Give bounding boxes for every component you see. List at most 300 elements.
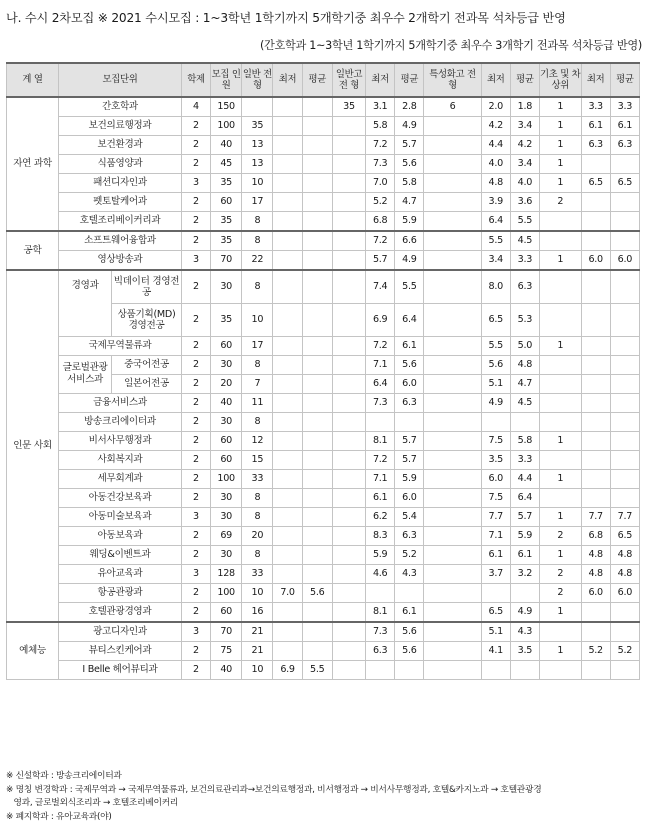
cell-min1 xyxy=(273,375,302,394)
cell-avg4 xyxy=(610,356,639,375)
cell-gh xyxy=(332,117,365,136)
cell-g: 10 xyxy=(242,584,273,603)
page-subtitle: (간호학과 1~3학년 1학기까지 5개학기중 최우수 3개학기 전과목 석차등급 반영) xyxy=(259,39,642,52)
cell-avg3: 1.8 xyxy=(510,97,539,117)
table-row xyxy=(7,584,640,603)
cell-avg1 xyxy=(302,231,332,251)
cell-avg3: 6.4 xyxy=(510,489,539,508)
cell-avg3: 6.3 xyxy=(510,270,539,304)
cell-q: 40 xyxy=(211,394,242,413)
cell-sp xyxy=(424,193,481,212)
cell-min2: 7.3 xyxy=(366,622,395,642)
cell-sp xyxy=(424,136,481,155)
cell-min1 xyxy=(273,527,302,546)
cell-avg3: 4.2 xyxy=(510,136,539,155)
cell-g: 8 xyxy=(242,508,273,527)
table-row xyxy=(7,174,640,193)
cell-min3: 8.0 xyxy=(481,270,510,304)
cell-q: 40 xyxy=(211,136,242,155)
cell-b xyxy=(539,212,581,232)
cell-avg3: 3.3 xyxy=(510,451,539,470)
cell-min3 xyxy=(481,413,510,432)
cell-g: 10 xyxy=(242,661,273,680)
cell-avg4 xyxy=(610,661,639,680)
cell-q: 128 xyxy=(211,565,242,584)
cell-avg2: 6.0 xyxy=(395,489,424,508)
cell-avg4: 6.0 xyxy=(610,251,639,271)
cell-q: 35 xyxy=(211,212,242,232)
cell-gh xyxy=(332,432,365,451)
cell-avg1 xyxy=(302,546,332,565)
cell-g: 20 xyxy=(242,527,273,546)
cell-avg1: 5.6 xyxy=(302,584,332,603)
cell-min4 xyxy=(581,603,610,623)
header-min4: 최저 xyxy=(581,63,610,97)
table-row xyxy=(7,155,640,174)
cell-b: 2 xyxy=(539,527,581,546)
cell-min1 xyxy=(273,622,302,642)
cell-avg2: 6.3 xyxy=(395,394,424,413)
cell-min3: 3.4 xyxy=(481,251,510,271)
cell-gh xyxy=(332,375,365,394)
field-arts: 예체능 xyxy=(7,622,59,680)
cell-sp xyxy=(424,155,481,174)
admission-table xyxy=(6,62,640,680)
table-row xyxy=(7,603,640,623)
cell-avg2 xyxy=(395,661,424,680)
cell-sp xyxy=(424,642,481,661)
cell-g: 10 xyxy=(242,304,273,337)
table-row xyxy=(7,642,640,661)
cell-min3: 6.5 xyxy=(481,603,510,623)
cell-min4 xyxy=(581,489,610,508)
header-avg3: 평균 xyxy=(510,63,539,97)
cell-min2: 6.8 xyxy=(366,212,395,232)
cell-avg2: 5.9 xyxy=(395,470,424,489)
cell-g: 22 xyxy=(242,251,273,271)
cell-q: 30 xyxy=(211,489,242,508)
cell-avg4: 7.7 xyxy=(610,508,639,527)
cell-y: 2 xyxy=(181,489,210,508)
cell-b: 1 xyxy=(539,251,581,271)
cell-gh xyxy=(332,470,365,489)
cell-min3: 5.1 xyxy=(481,375,510,394)
cell-avg3: 3.6 xyxy=(510,193,539,212)
cell-q: 35 xyxy=(211,174,242,193)
cell-avg3: 3.4 xyxy=(510,155,539,174)
cell-y: 2 xyxy=(181,270,210,304)
cell-min2: 4.6 xyxy=(366,565,395,584)
unit-name: I Belle 헤어뷰티과 xyxy=(59,661,182,680)
cell-avg3: 3.3 xyxy=(510,251,539,271)
cell-sp xyxy=(424,603,481,623)
cell-min4: 5.2 xyxy=(581,642,610,661)
cell-avg1 xyxy=(302,270,332,304)
unit-name: 사회복지과 xyxy=(59,451,182,470)
cell-q: 30 xyxy=(211,546,242,565)
cell-y: 2 xyxy=(181,527,210,546)
cell-avg1 xyxy=(302,97,332,117)
unit-name: 호텔관광경영과 xyxy=(59,603,182,623)
cell-gh xyxy=(332,661,365,680)
unit-name: 금융서비스과 xyxy=(59,394,182,413)
field-natural: 자연 과학 xyxy=(7,97,59,231)
unit-name: 보건의료행정과 xyxy=(59,117,182,136)
cell-avg1 xyxy=(302,642,332,661)
cell-avg2: 5.6 xyxy=(395,642,424,661)
cell-b: 1 xyxy=(539,174,581,193)
cell-y: 2 xyxy=(181,413,210,432)
cell-min3: 2.0 xyxy=(481,97,510,117)
cell-avg4: 5.2 xyxy=(610,642,639,661)
cell-q: 20 xyxy=(211,375,242,394)
cell-avg1 xyxy=(302,155,332,174)
cell-avg1 xyxy=(302,356,332,375)
cell-min4 xyxy=(581,413,610,432)
cell-q: 69 xyxy=(211,527,242,546)
cell-gh xyxy=(332,508,365,527)
cell-sp xyxy=(424,527,481,546)
unit-name: 비서사무행정과 xyxy=(59,432,182,451)
cell-gh xyxy=(332,155,365,174)
table-row xyxy=(7,136,640,155)
cell-avg3: 4.5 xyxy=(510,394,539,413)
cell-min4: 4.8 xyxy=(581,546,610,565)
cell-avg4 xyxy=(610,212,639,232)
cell-y: 2 xyxy=(181,470,210,489)
cell-gh xyxy=(332,270,365,304)
cell-sp xyxy=(424,304,481,337)
cell-sp xyxy=(424,565,481,584)
cell-g: 13 xyxy=(242,136,273,155)
header-min3: 최저 xyxy=(481,63,510,97)
cell-gh xyxy=(332,212,365,232)
cell-min4 xyxy=(581,432,610,451)
cell-sp xyxy=(424,231,481,251)
cell-sp xyxy=(424,432,481,451)
cell-gh: 35 xyxy=(332,97,365,117)
cell-avg3: 3.4 xyxy=(510,117,539,136)
cell-min2: 5.8 xyxy=(366,117,395,136)
cell-g: 8 xyxy=(242,546,273,565)
cell-min4 xyxy=(581,470,610,489)
cell-min1 xyxy=(273,489,302,508)
cell-min4 xyxy=(581,337,610,356)
cell-q: 60 xyxy=(211,451,242,470)
cell-min2: 5.7 xyxy=(366,251,395,271)
cell-gh xyxy=(332,451,365,470)
unit-name: 패션디자인과 xyxy=(59,174,182,193)
cell-q: 30 xyxy=(211,270,242,304)
unit-name: 아동미술보육과 xyxy=(59,508,182,527)
cell-b: 2 xyxy=(539,565,581,584)
cell-gh xyxy=(332,337,365,356)
cell-g: 8 xyxy=(242,212,273,232)
cell-min1 xyxy=(273,470,302,489)
cell-min1: 7.0 xyxy=(273,584,302,603)
cell-min1 xyxy=(273,565,302,584)
cell-b: 1 xyxy=(539,155,581,174)
unit-name: 국제무역물류과 xyxy=(59,337,182,356)
cell-avg3: 4.7 xyxy=(510,375,539,394)
cell-min3: 5.5 xyxy=(481,231,510,251)
cell-min2: 7.2 xyxy=(366,337,395,356)
cell-avg4 xyxy=(610,394,639,413)
cell-min2: 6.3 xyxy=(366,642,395,661)
cell-avg2: 6.6 xyxy=(395,231,424,251)
cell-min1 xyxy=(273,413,302,432)
table-row xyxy=(7,231,640,251)
cell-min1 xyxy=(273,642,302,661)
cell-avg4: 3.3 xyxy=(610,97,639,117)
cell-min1 xyxy=(273,337,302,356)
cell-avg4 xyxy=(610,270,639,304)
cell-avg1 xyxy=(302,489,332,508)
cell-min2: 6.4 xyxy=(366,375,395,394)
header-unit: 모집단위 xyxy=(59,63,182,97)
cell-y: 3 xyxy=(181,174,210,193)
cell-min2: 6.1 xyxy=(366,489,395,508)
cell-avg3: 4.5 xyxy=(510,231,539,251)
cell-avg2: 5.8 xyxy=(395,174,424,193)
cell-sp xyxy=(424,375,481,394)
cell-min1 xyxy=(273,155,302,174)
cell-gh xyxy=(332,193,365,212)
cell-min2 xyxy=(366,661,395,680)
cell-min2: 7.2 xyxy=(366,451,395,470)
unit-name: 광고디자인과 xyxy=(59,622,182,642)
cell-avg1 xyxy=(302,470,332,489)
cell-avg4 xyxy=(610,155,639,174)
cell-min3: 7.1 xyxy=(481,527,510,546)
cell-avg1 xyxy=(302,117,332,136)
cell-avg2: 5.7 xyxy=(395,432,424,451)
cell-avg3: 5.0 xyxy=(510,337,539,356)
cell-q: 100 xyxy=(211,584,242,603)
cell-min3: 4.4 xyxy=(481,136,510,155)
cell-avg2: 2.8 xyxy=(395,97,424,117)
cell-gh xyxy=(332,622,365,642)
cell-min3: 5.1 xyxy=(481,622,510,642)
cell-g: 17 xyxy=(242,337,273,356)
cell-q: 40 xyxy=(211,661,242,680)
unit-name: 펫토탈케어과 xyxy=(59,193,182,212)
cell-y: 2 xyxy=(181,394,210,413)
cell-b: 1 xyxy=(539,136,581,155)
cell-b xyxy=(539,451,581,470)
cell-avg1 xyxy=(302,527,332,546)
unit-name: 간호학과 xyxy=(59,97,182,117)
cell-gh xyxy=(332,304,365,337)
cell-min1: 6.9 xyxy=(273,661,302,680)
cell-min1 xyxy=(273,117,302,136)
header-general-high: 일반고 전 형 xyxy=(332,63,365,97)
field-engineering: 공학 xyxy=(7,231,59,270)
cell-gh xyxy=(332,413,365,432)
cell-g xyxy=(242,97,273,117)
table-row xyxy=(7,251,640,271)
cell-g: 13 xyxy=(242,155,273,174)
cell-avg4: 6.1 xyxy=(610,117,639,136)
cell-min4: 6.3 xyxy=(581,136,610,155)
cell-gh xyxy=(332,231,365,251)
cell-min2: 7.2 xyxy=(366,231,395,251)
cell-min4 xyxy=(581,394,610,413)
cell-avg4 xyxy=(610,603,639,623)
cell-min1 xyxy=(273,394,302,413)
cell-gh xyxy=(332,527,365,546)
cell-min4 xyxy=(581,155,610,174)
cell-gh xyxy=(332,565,365,584)
cell-min2: 8.1 xyxy=(366,603,395,623)
cell-q: 45 xyxy=(211,155,242,174)
cell-sp xyxy=(424,174,481,193)
cell-b: 1 xyxy=(539,470,581,489)
cell-y: 2 xyxy=(181,375,210,394)
unit-name: 항공관광과 xyxy=(59,584,182,603)
cell-sp xyxy=(424,251,481,271)
cell-gh xyxy=(332,251,365,271)
cell-g: 35 xyxy=(242,117,273,136)
cell-g: 17 xyxy=(242,193,273,212)
cell-avg1 xyxy=(302,565,332,584)
cell-g: 8 xyxy=(242,356,273,375)
header-min1: 최저 xyxy=(273,63,302,97)
cell-g: 7 xyxy=(242,375,273,394)
cell-q: 30 xyxy=(211,413,242,432)
cell-min2: 6.9 xyxy=(366,304,395,337)
cell-avg1: 5.5 xyxy=(302,661,332,680)
cell-min3: 6.0 xyxy=(481,470,510,489)
cell-b: 1 xyxy=(539,117,581,136)
cell-b xyxy=(539,375,581,394)
cell-b xyxy=(539,356,581,375)
cell-avg4: 4.8 xyxy=(610,546,639,565)
cell-avg1 xyxy=(302,603,332,623)
cell-avg2: 6.3 xyxy=(395,527,424,546)
cell-y: 2 xyxy=(181,117,210,136)
cell-y: 2 xyxy=(181,546,210,565)
cell-b: 2 xyxy=(539,584,581,603)
cell-min2: 7.1 xyxy=(366,470,395,489)
cell-min4 xyxy=(581,622,610,642)
cell-avg2 xyxy=(395,584,424,603)
cell-min2: 5.9 xyxy=(366,546,395,565)
note-line: 영과, 글로벌외식조리과 → 호텔조리베이커리 xyxy=(6,798,179,809)
cell-y: 2 xyxy=(181,661,210,680)
cell-y: 2 xyxy=(181,136,210,155)
cell-avg4: 6.0 xyxy=(610,584,639,603)
cell-min4 xyxy=(581,231,610,251)
cell-min2: 3.1 xyxy=(366,97,395,117)
note-line: ※ 명칭 변경학과 : 국제무역과 → 국제무역물류과, 보건의료관리과→보건의료행정과, 비서행정과 → 비서사무행정과, 호텔&카지노과 → 호텔관광경 xyxy=(6,784,542,795)
cell-min4 xyxy=(581,212,610,232)
table-row xyxy=(7,622,640,642)
cell-b xyxy=(539,413,581,432)
cell-b: 1 xyxy=(539,546,581,565)
cell-avg4 xyxy=(610,470,639,489)
cell-q: 150 xyxy=(211,97,242,117)
cell-min3: 3.7 xyxy=(481,565,510,584)
cell-avg3: 3.2 xyxy=(510,565,539,584)
note-line: ※ 폐지학과 : 유아교육과(야) xyxy=(6,811,112,822)
group-business: 경영과 xyxy=(59,270,112,337)
table-row xyxy=(7,356,640,375)
cell-y: 3 xyxy=(181,622,210,642)
cell-b xyxy=(539,622,581,642)
cell-sp xyxy=(424,489,481,508)
cell-min4 xyxy=(581,193,610,212)
cell-y: 2 xyxy=(181,356,210,375)
cell-avg2: 5.9 xyxy=(395,212,424,232)
cell-q: 100 xyxy=(211,470,242,489)
cell-g: 21 xyxy=(242,622,273,642)
cell-avg4 xyxy=(610,193,639,212)
cell-min3: 4.8 xyxy=(481,174,510,193)
cell-y: 3 xyxy=(181,565,210,584)
cell-avg3: 4.4 xyxy=(510,470,539,489)
cell-q: 100 xyxy=(211,117,242,136)
cell-b: 1 xyxy=(539,97,581,117)
cell-min3 xyxy=(481,661,510,680)
cell-avg1 xyxy=(302,304,332,337)
table-row xyxy=(7,451,640,470)
unit-name: 뷰티스킨케어과 xyxy=(59,642,182,661)
cell-b xyxy=(539,661,581,680)
cell-avg1 xyxy=(302,622,332,642)
cell-g: 10 xyxy=(242,174,273,193)
cell-sp xyxy=(424,451,481,470)
table-row xyxy=(7,212,640,232)
header-min2: 최저 xyxy=(366,63,395,97)
note-line: ※ 신설학과 : 방송크리에이터과 xyxy=(6,771,122,781)
cell-avg4: 6.3 xyxy=(610,136,639,155)
cell-y: 4 xyxy=(181,97,210,117)
cell-min2: 7.1 xyxy=(366,356,395,375)
unit-name: 유아교육과 xyxy=(59,565,182,584)
table-row xyxy=(7,661,640,680)
cell-y: 2 xyxy=(181,584,210,603)
cell-y: 2 xyxy=(181,231,210,251)
cell-min4 xyxy=(581,375,610,394)
cell-avg4 xyxy=(610,337,639,356)
cell-avg1 xyxy=(302,375,332,394)
unit-name: 아동보육과 xyxy=(59,527,182,546)
cell-gh xyxy=(332,136,365,155)
cell-avg2: 6.1 xyxy=(395,337,424,356)
cell-avg1 xyxy=(302,337,332,356)
unit-name: 웨딩&이벤트과 xyxy=(59,546,182,565)
table-row xyxy=(7,394,640,413)
cell-min1 xyxy=(273,136,302,155)
cell-q: 30 xyxy=(211,508,242,527)
cell-avg2: 5.4 xyxy=(395,508,424,527)
cell-avg2: 4.3 xyxy=(395,565,424,584)
cell-g: 8 xyxy=(242,231,273,251)
cell-min2: 8.1 xyxy=(366,432,395,451)
cell-min3: 6.1 xyxy=(481,546,510,565)
cell-avg3: 4.8 xyxy=(510,356,539,375)
cell-gh xyxy=(332,394,365,413)
cell-avg3: 4.3 xyxy=(510,622,539,642)
cell-q: 60 xyxy=(211,432,242,451)
header-avg2: 평균 xyxy=(395,63,424,97)
cell-y: 2 xyxy=(181,193,210,212)
unit-name: 일본어전공 xyxy=(112,375,182,394)
cell-min1 xyxy=(273,174,302,193)
cell-avg3: 4.0 xyxy=(510,174,539,193)
unit-name: 소프트웨어융합과 xyxy=(59,231,182,251)
